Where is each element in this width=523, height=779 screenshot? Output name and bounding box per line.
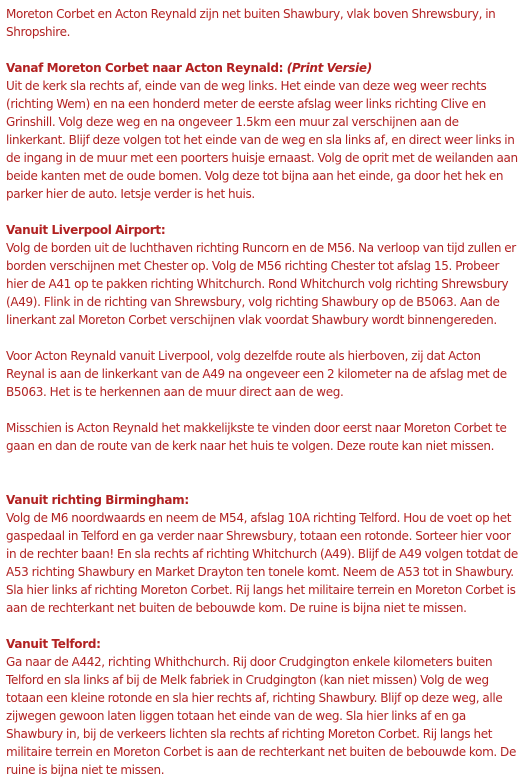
print-version-link[interactable]: (Print Versie) xyxy=(286,61,372,75)
section-heading xyxy=(6,59,518,77)
spacer xyxy=(6,617,518,635)
section-heading: Vanuit Telford: xyxy=(6,637,101,651)
section-heading: Vanuit Liverpool Airport: xyxy=(6,223,166,237)
spacer xyxy=(6,41,518,59)
section-text: Volg de borden uit de luchthaven richting Runcorn en de M56. Na verloop van tijd zullen er borden verschijnen met Chester op. Volg de M56 richting Chester tot afslag 15. Probeer hier de A41 op te pakken richting Whitchurch. Rond Whitchurch volg richting Shrewsbury (A49). Flink in de richting van Shrewsbury, volg richting Shawbury op de B5063. Aan de linerkant zal Moreton Corbet verschijnen vlak voordat Shawbury wordt binnengereden. xyxy=(6,241,516,327)
spacer xyxy=(6,455,518,473)
section-heading: Vanuit richting Birmingham: xyxy=(6,493,189,507)
section-from-birmingham xyxy=(6,491,518,617)
intro-text: Moreton Corbet en Acton Reynald zijn net buiten Shawbury, vlak boven Shrewsbury, in Shropshire. xyxy=(6,7,496,39)
section-from-liverpool xyxy=(6,221,518,455)
spacer xyxy=(6,329,518,347)
section-text: Ga naar de A442, richting Whithchurch. Rij door Crudgington enkele kilometers buiten Telford en sla links af bij de Melk fabriek in Crudgington (kan niet missen) Volg de weg totaan een kleine rotonde en sla hier rechts af, richting Shawbury. Blijf op deze weg, alle zijwegen gewoon laten liggen totaan het einde van de weg. Sla hier links af en ga Shawbury in, bij de verkeers lichten sla rechts af richting Moreton Corbet. Rij langs het militaire terrein en Moreton Corbet is aan de rechterkant net buiten de bebouwde kom. De ruine is bijna niet te missen. xyxy=(6,655,516,777)
section-from-telford xyxy=(6,635,518,779)
section-text: Uit de kerk sla rechts af, einde van de weg links. Het einde van deze weg weer rechts (richting Wem) en na een honderd meter de eerste afslag weer links richting Clive en Grinshill. Volg deze weg en na ongeveer 1.5km een muur zal verschijnen aan de linkerkant. Blijf deze volgen tot het einde van de weg en sla links af, en direct weer links in de ingang in de muur met een poorters huisje ernaast. Volg de oprit met de weilanden aan beide kanten met de oude bomen. Volg deze tot bijna aan het einde, ga door het hek en parker hier de auto. Ietsje verder is het huis. xyxy=(6,79,518,201)
section-text: Volg de M6 noordwaards en neem de M54, afslag 10A richting Telford. Hou de voet op het gaspedaal in Telford en ga verder naar Shrewsbury, totaan een rotonde. Sorteer hier voor in de rechter baan! En sla rechts af richting Whitchurch (A49). Blijf de A49 volgen totdat de A53 richting Shawbury en Market Drayton ten tonele komt. Neem de A53 tot in Shawbury. Sla hier links af richting Moreton Corbet. Rij langs het militaire terrein en Moreton Corbet is aan de rechterkant net buiten de bebouwde kom. De ruine is bijna niet te missen. xyxy=(6,511,518,615)
spacer xyxy=(6,203,518,221)
spacer xyxy=(6,473,518,491)
section-heading-text: Vanaf Moreton Corbet naar Acton Reynald: xyxy=(6,61,287,75)
directions-document xyxy=(6,5,518,779)
section-from-moreton xyxy=(6,59,518,203)
acton-note-text: Voor Acton Reynald vanuit Liverpool, volg dezelfde route als hierboven, zij dat Acton Reynal is aan de linkerkant van de A49 na ongeveer een 2 kilometer na de afslag met de B5063. Het is te herkennen aan de muur direct aan de weg. xyxy=(6,349,507,399)
tip-text: Misschien is Acton Reynald het makkelijkste te vinden door eerst naar Moreton Corbet te gaan en dan de route van de kerk naar het huis te volgen. Deze route kan niet missen. xyxy=(6,421,507,453)
spacer xyxy=(6,401,518,419)
